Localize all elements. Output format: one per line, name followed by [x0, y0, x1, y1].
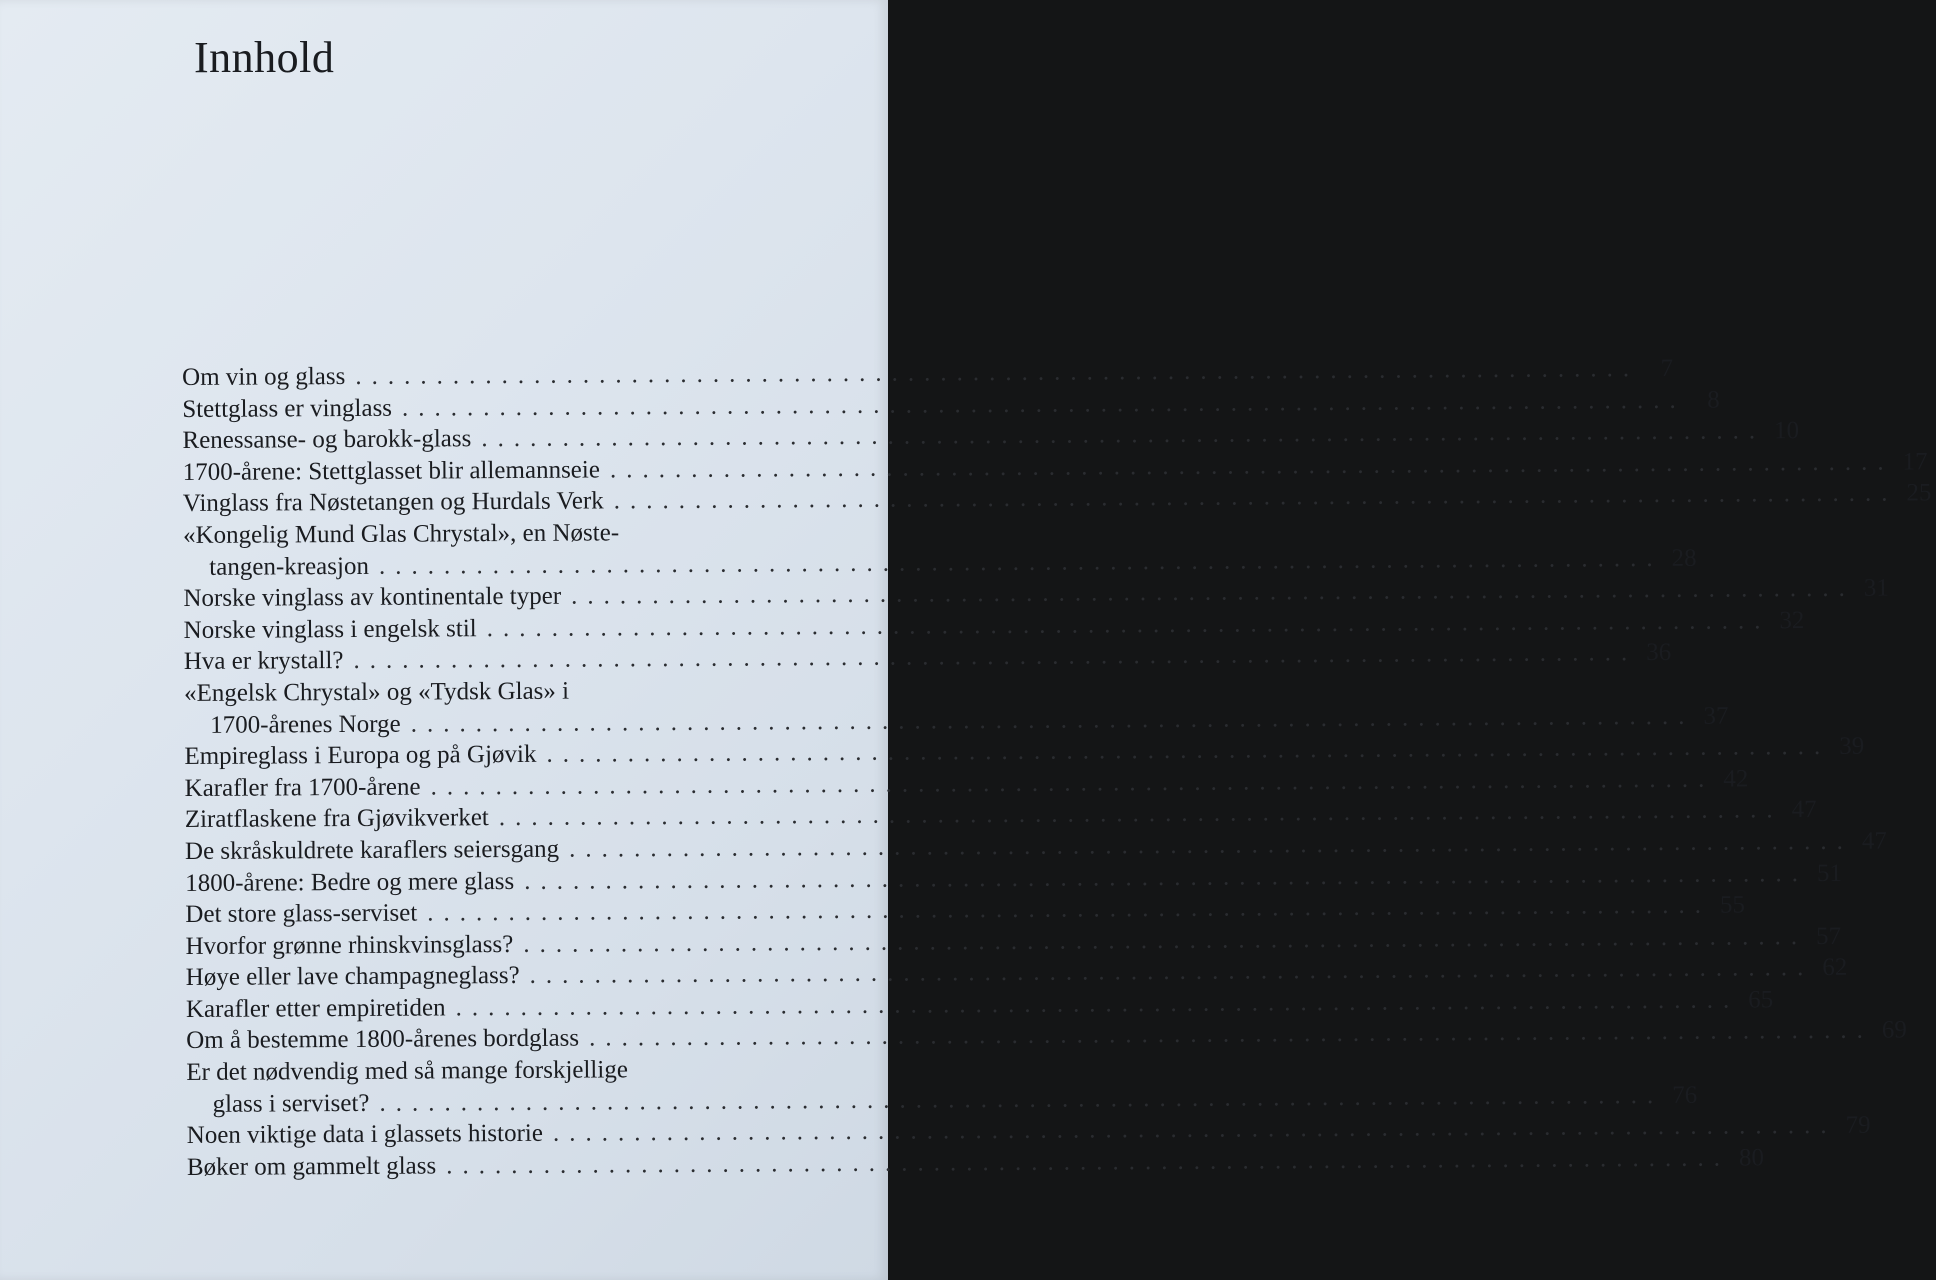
toc-entry-line — [182, 479, 1932, 520]
toc-entry-title: Om vin og glass — [182, 363, 346, 391]
toc-entry — [185, 922, 1842, 962]
toc-page-number: 10 — [1773, 417, 1800, 445]
toc-entry-title: «Kongelig Mund Glas Chrystal», en Nøste- — [182, 519, 620, 549]
toc-entry-continuation — [183, 544, 1697, 583]
toc-entry — [185, 954, 1848, 993]
toc-page-number: 39 — [1839, 732, 1865, 761]
toc-page-number: 25 — [1906, 479, 1932, 507]
toc-page-number: 80 — [1738, 1144, 1765, 1172]
toc-entry — [183, 574, 1889, 614]
dot-leader: ............................................................................... — [379, 1081, 1664, 1117]
toc-entry — [182, 386, 1720, 425]
toc-entry-line — [183, 639, 1672, 677]
toc-entry-title: Stettglass er vinglass — [182, 394, 393, 423]
table-of-contents — [182, 354, 1932, 1183]
toc-page-number: 76 — [1672, 1081, 1698, 1109]
toc-entry-line — [184, 674, 816, 709]
dot-leader: ............................................................................... — [353, 639, 1638, 675]
toc-entry — [183, 674, 1729, 741]
toc-entry-title: Vinglass fra Nøstetangen og Hurdals Verk — [182, 487, 604, 518]
toc-page-number: 47 — [1791, 796, 1817, 824]
toc-entry-title: Høye eller lave champagneglass? — [185, 962, 520, 992]
toc-page-number: 47 — [1861, 827, 1887, 855]
dot-leader: ............................................................................... — [498, 796, 1783, 832]
toc-entry-line — [182, 417, 1800, 456]
toc-entry — [182, 479, 1932, 520]
dot-leader: ............................................................................... — [524, 859, 1809, 895]
dot-leader: ............................................................................... — [378, 544, 1663, 580]
dot-leader: ............................................................................... — [410, 702, 1695, 738]
toc-entry-title: 1700-årenes Norge — [210, 710, 401, 739]
toc-entry-title: «Engelsk Chrystal» og «Tydsk Glas» i — [183, 677, 570, 707]
dot-leader: ............................................................................... — [552, 1112, 1837, 1147]
dot-leader: ............................................................................... — [427, 891, 1712, 927]
toc-page-number: 31 — [1863, 574, 1889, 602]
toc-entry-line — [184, 827, 1887, 867]
toc-entry — [184, 796, 1817, 835]
toc-entry-title: Karafler fra 1700-årene — [184, 773, 421, 802]
toc-page-number: 65 — [1748, 986, 1774, 1014]
dot-leader: ............................................................................... — [613, 479, 1898, 515]
toc-entry-title: Norske vinglass i engelsk stil — [183, 614, 477, 644]
dot-leader: ............................................................................... — [571, 574, 1855, 610]
toc-entry-title: Norske vinglass av kontinentale typer — [183, 582, 562, 613]
toc-page-number: 17 — [1902, 448, 1928, 476]
toc-entry-title: tangen-kreasjon — [209, 552, 369, 581]
toc-entry-title: glass i serviset? — [212, 1089, 370, 1118]
toc-entry-title: Hvorfor grønne rhinskvinsglass? — [185, 930, 514, 960]
toc-entry-title: Bøker om gammelt glass — [186, 1152, 437, 1181]
toc-entry-title: Karafler etter empiretiden — [185, 994, 446, 1023]
toc-entry-line — [182, 386, 1720, 425]
toc-entry-line — [186, 1053, 818, 1088]
toc-entry-title: Renessanse- og barokk-glass — [182, 425, 472, 455]
toc-entry — [183, 639, 1672, 677]
dot-leader: ............................................................................... — [546, 733, 1831, 768]
toc-entry-title: Ziratflaskene fra Gjøvikverket — [184, 804, 489, 834]
toc-entry-title: Er det nødvendig med så mange forskjellige — [186, 1056, 628, 1087]
toc-entry — [184, 827, 1887, 867]
toc-entry-title: Noen viktige data i glassets historie — [186, 1120, 543, 1150]
toc-page-number: 51 — [1816, 859, 1843, 887]
toc-page-number: 28 — [1671, 544, 1697, 572]
toc-entry — [184, 765, 1749, 804]
dot-leader: ............................................................................... — [430, 765, 1715, 801]
toc-entry-title: Hva er krystall? — [183, 647, 344, 676]
dot-leader: ............................................................................... — [589, 1017, 1873, 1052]
toc-entry-title: De skråskuldrete karaflers seiersgang — [184, 835, 560, 865]
toc-entry — [186, 1144, 1765, 1183]
toc-page-number: 37 — [1703, 702, 1729, 730]
dot-leader: ............................................................................... — [401, 386, 1686, 422]
toc-entry — [182, 354, 1674, 393]
toc-entry — [182, 448, 1928, 488]
toc-entry-title: Empireglass i Europa og på Gjøvik — [184, 740, 537, 771]
toc-entry — [185, 891, 1746, 930]
dot-leader: ............................................................................... — [446, 1144, 1731, 1180]
dot-leader: ............................................................................... — [481, 417, 1766, 453]
toc-entry-line — [186, 1016, 1907, 1057]
toc-page-number: 42 — [1723, 765, 1749, 793]
toc-entry — [182, 417, 1800, 456]
toc-entry — [186, 1111, 1871, 1151]
toc-entry-title: 1700-årene: Stettglasset blir allemannseie — [182, 456, 600, 486]
dot-leader: ............................................................................... — [523, 922, 1808, 958]
toc-entry-line — [185, 891, 1746, 930]
dot-leader: ............................................................................... — [609, 448, 1894, 484]
toc-entry — [186, 1016, 1907, 1057]
toc-page-number: 62 — [1822, 954, 1848, 982]
toc-page-number: 79 — [1845, 1111, 1871, 1140]
toc-page-number: 36 — [1646, 639, 1672, 667]
dot-leader: ............................................................................... — [455, 986, 1740, 1022]
toc-page-number: 69 — [1881, 1016, 1907, 1045]
toc-entry — [185, 859, 1843, 899]
page-title: Innhold — [194, 33, 335, 82]
toc-entry-title: 1800-årene: Bedre og mere glass — [185, 867, 515, 897]
toc-entry-line — [184, 765, 1749, 804]
toc-entry-continuation — [184, 702, 1729, 741]
toc-entry-line — [183, 606, 1805, 646]
toc-entry-line — [185, 986, 1774, 1025]
toc-entry-continuation — [186, 1081, 1698, 1120]
toc-entry-line — [182, 354, 1674, 393]
toc-entry-title: Det store glass-serviset — [185, 899, 418, 929]
toc-page-number: 32 — [1779, 606, 1805, 634]
toc-entry — [183, 606, 1805, 646]
dot-leader: ............................................................................... — [486, 607, 1771, 642]
toc-page-number: 7 — [1660, 354, 1674, 382]
dot-leader: ............................................................................... — [529, 954, 1814, 990]
toc-entry-title: Om å bestemme 1800-årenes bordglass — [186, 1025, 580, 1055]
toc-page-number: 57 — [1815, 922, 1842, 950]
toc-entry-line — [186, 1111, 1871, 1151]
toc-entry-line — [184, 796, 1817, 835]
toc-entry-line — [185, 954, 1848, 993]
toc-entry-line — [183, 574, 1889, 614]
toc-entry — [184, 732, 1865, 772]
toc-entry-line — [185, 922, 1842, 962]
dot-leader: ............................................................................... — [355, 355, 1640, 390]
toc-entry-line — [182, 448, 1928, 488]
toc-page-number: 55 — [1719, 891, 1746, 919]
toc-entry-line — [184, 732, 1865, 772]
toc-entry-line — [183, 516, 815, 551]
dot-leader: ............................................................................... — [569, 827, 1853, 863]
toc-entry — [186, 1053, 1698, 1120]
toc-entry — [182, 516, 1697, 583]
toc-page-number: 8 — [1707, 386, 1720, 414]
toc-entry-line — [186, 1144, 1765, 1183]
toc-entry-line — [185, 859, 1843, 899]
toc-entry — [185, 986, 1774, 1025]
